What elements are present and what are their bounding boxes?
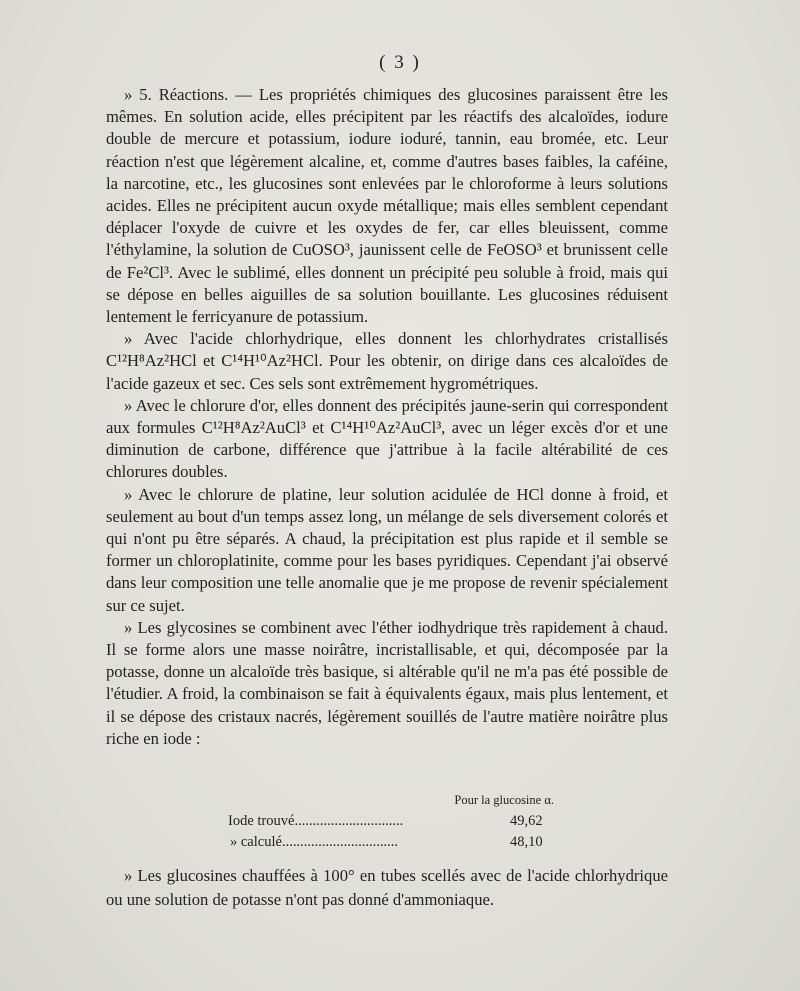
analysis-label [230,834,398,851]
paragraph-chlorure-or: » Avec le chlorure d'or, elles donnent des précipités jaune-serin qui correspondent aux formules C¹²H⁸Az²AuCl³ et C¹⁴H¹⁰Az²AuCl³, avec un léger excès d'or et une diminution de carbone, différence que j'attribue à la facile altérabilité de ces chlorures doubles. [106,395,668,482]
analysis-value: 49,62 [510,813,543,829]
body-text [106,84,668,750]
leader-dots: ................................ [281,834,398,850]
paragraph-chlorure-platine: » Avec le chlorure de platine, leur solution acidulée de HCl donne à froid, et seulement au bout d'un temps assez long, un mélange de sels diversement colorés et qui n'ont pu être séparés. A chaud, la précipitation est plus rapide et il semble se former un chloroplatinite, comme pour les bases pyridiques. Cependant j'ai observé dans leur composition une telle anomalie que je me propose de revenir spécialement sur ce sujet. [106,484,668,615]
analysis-row [106,813,668,834]
row-label-text: Iode trouvé [228,813,295,829]
leader-dots: .............................. [294,813,404,829]
row-label-text: » calculé [230,834,282,850]
analysis-value: 48,10 [510,834,543,850]
analysis-table [106,793,668,855]
analysis-header: Pour la glucosine α. [454,793,554,807]
analysis-label [228,813,403,830]
closing-paragraph [106,864,668,912]
page-number: ( 3 ) [379,52,421,73]
paragraph-closing: » Les glucosines chauffées à 100° en tubes scellés avec de l'acide chlorhydrique ou une solution de potasse n'ont pas donné d'ammoniaque. [106,866,668,909]
paragraph-ether-iodhydrique: » Les glycosines se combinent avec l'éther iodhydrique très rapidement à chaud. Il se forme alors une masse noirâtre, incristallisable, et qui, décomposée par la potasse, donne un alcaloïde très basique, si altérable qu'il ne m'a pas été possible de l'étudier. A froid, la combinaison se fait à équivalents égaux, mais plus lentement, et il se dépose des cristaux nacrés, légèrement souillés de l'autre matière noirâtre plus riche en iode : [106,617,668,748]
paragraph-reactions: » 5. Réactions. — Les propriétés chimiques des glucosines paraissent être les mêmes. En solution acide, elles précipitent par les réactifs des alcaloïdes, iodure double de mercure et potassium, iodure ioduré, tannin, eau bromée, etc. Leur réaction n'est que légèrement alcaline, et, comme d'autres bases faibles, la caféine, la narcotine, etc., les glucosines sont enlevées par le chloroforme à leurs solutions acides. Elles ne précipitent aucun oxyde métallique; mais elles semblent cependant déplacer l'oxyde de cuivre et les oxydes de fer, car elles bleuissent, comme l'éthylamine, la solution de CuOSO³, jaunissent celle de FeOSO³ et brunissent celle de Fe²Cl³. Avec le sublimé, elles donnent un précipité peu soluble à froid, mais qui se dépose en belles aiguilles de sa solution bouillante. Les glucosines réduisent lentement le ferricyanure de potassium. [106,85,668,327]
analysis-row [106,834,668,855]
paragraph-chlorhydrates: » Avec l'acide chlorhydrique, elles donnent les chlorhydrates cristallisés C¹²H⁸Az²HCl et C¹⁴H¹⁰Az²HCl. Pour les obtenir, on dirige dans ces alcaloïdes de l'acide gazeux et sec. Ces sels sont extrêmement hygrométriques. [106,329,668,393]
